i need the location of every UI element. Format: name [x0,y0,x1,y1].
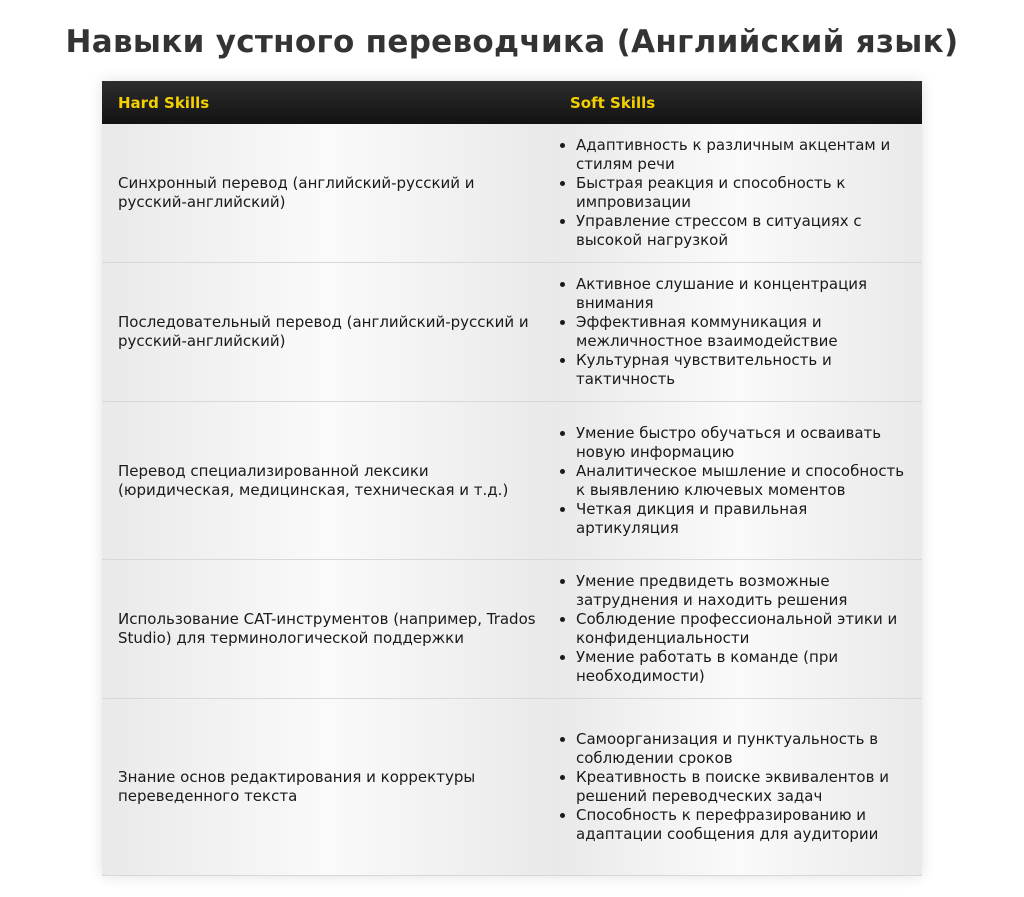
table-row [102,124,922,263]
list-item: • Способность к перефразированию и адаптации сообщения для аудитории [576,806,912,844]
list-item: • Соблюдение профессиональной этики и конфиденциальности [576,610,912,648]
soft-skills-list [558,730,912,844]
table-header [102,81,922,124]
list-item: • Четкая дикция и правильная артикуляция [576,500,912,538]
table-row [102,402,922,560]
list-item: • Креативность в поиске эквивалентов и решений переводческих задач [576,768,912,806]
soft-skills-list [558,424,912,538]
hard-skill-cell: Последовательный перевод (английский-русский и русский-английский) [102,263,554,402]
header-row [102,81,922,124]
table-row [102,263,922,402]
list-item: • Активное слушание и концентрация внимания [576,275,912,313]
list-item: • Умение предвидеть возможные затруднения и находить решения [576,572,912,610]
header-soft-skills: Soft Skills [554,81,922,124]
header-hard-skills: Hard Skills [102,81,554,124]
list-item: • Адаптивность к различным акцентам и стилям речи [576,136,912,174]
soft-skills-cell [554,263,922,402]
table-body [102,124,922,876]
skills-table-container [102,81,922,876]
soft-skills-list [558,275,912,389]
soft-skills-cell [554,124,922,263]
list-item: • Эффективная коммуникация и межличностное взаимодействие [576,313,912,351]
table-row [102,560,922,699]
soft-skills-cell [554,402,922,560]
list-item: • Аналитическое мышление и способность к выявлению ключевых моментов [576,462,912,500]
page-title: Навыки устного переводчика (Английский язык) [65,24,959,60]
table-row [102,699,922,876]
list-item: • Быстрая реакция и способность к импровизации [576,174,912,212]
list-item: • Самоорганизация и пунктуальность в соблюдении сроков [576,730,912,768]
soft-skills-cell [554,560,922,699]
list-item: • Культурная чувствительность и тактичность [576,351,912,389]
hard-skill-cell: Синхронный перевод (английский-русский и русский-английский) [102,124,554,263]
hard-skill-cell: Использование CAT-инструментов (например, Trados Studio) для терминологической поддержки [102,560,554,699]
soft-skills-list [558,136,912,250]
skills-table [102,81,922,876]
list-item: • Умение работать в команде (при необходимости) [576,648,912,686]
list-item: • Умение быстро обучаться и осваивать новую информацию [576,424,912,462]
list-item: • Управление стрессом в ситуациях с высокой нагрузкой [576,212,912,250]
soft-skills-list [558,572,912,686]
hard-skill-cell: Знание основ редактирования и корректуры переведенного текста [102,699,554,876]
hard-skill-cell: Перевод специализированной лексики (юридическая, медицинская, техническая и т.д.) [102,402,554,560]
soft-skills-cell [554,699,922,876]
